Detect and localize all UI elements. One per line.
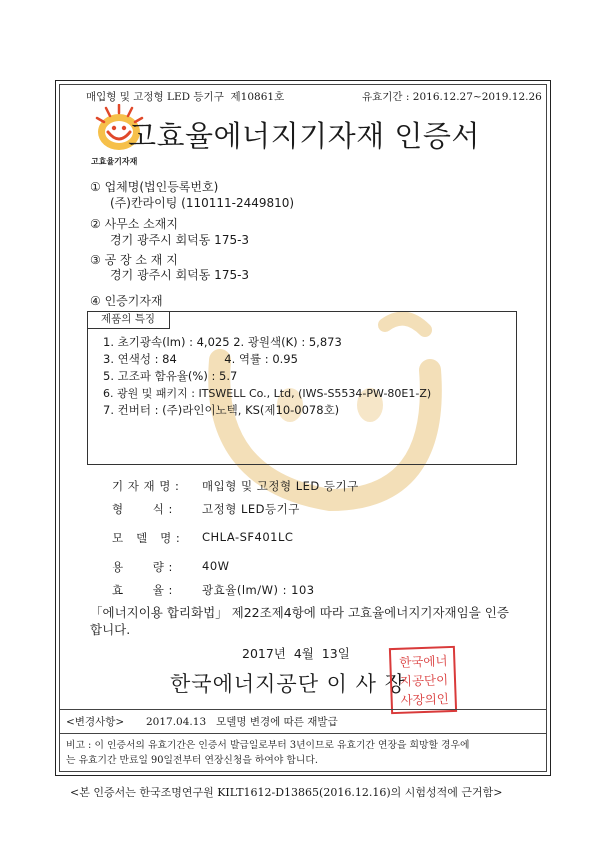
note-line-2: 는 유효기간 만료일 90일전부터 연장신청을 하여야 합니다. — [66, 755, 318, 766]
spec-capacity-value: 40W — [202, 559, 230, 573]
note-line-1: 비고 : 이 인증서의 유효기간은 인증서 발급일로부터 3년이므로 유효기간 연장을 희망할 경우에 — [66, 740, 470, 751]
spec-name-label: 기 자 재 명 : — [112, 479, 180, 493]
feature-line-5: 7. 컨버터 : (주)라인이노텍, KS(제10-0078호) — [103, 403, 340, 417]
spec-name-value: 매입형 및 고정형 LED 등기구 — [202, 479, 359, 493]
company-value: (주)칸라이팅 (110111-2449810) — [110, 196, 295, 210]
factory-label: ③ 공 장 소 재 지 — [90, 253, 178, 267]
header-validity: 유효기간 : 2016.12.27~2019.12.26 — [362, 91, 542, 103]
logo-caption: 고효율기자재 — [91, 157, 138, 166]
feature-line-4: 6. 광원 및 패키지 : ITSWELL Co., Ltd, (IWS-S5534-PW-80E1-Z) — [103, 387, 432, 400]
official-seal — [389, 646, 457, 714]
spec-model-value: CHLA-SF401LC — [202, 530, 294, 544]
spec-type-value: 고정형 LED등기구 — [202, 502, 300, 516]
feature-line-3: 5. 고조파 함유율(%) : 5.7 — [103, 369, 238, 383]
changes-entry: 2017.04.13 모델명 변경에 따른 재발급 — [146, 716, 338, 728]
spec-efficiency-label: 효 율 : — [112, 583, 173, 597]
product-label: ④ 인증기자재 — [90, 294, 163, 308]
spec-model-label: 모 델 명 : — [112, 531, 181, 545]
divider — [59, 733, 547, 734]
spec-type-label: 형 식 : — [112, 502, 173, 516]
issuer-name: 한국에너지공단 이 사 장 — [170, 672, 406, 696]
office-value: 경기 광주시 회덕동 175-3 — [110, 233, 250, 247]
issue-date: 2017년 4월 13일 — [242, 646, 350, 661]
factory-value: 경기 광주시 회덕동 175-3 — [110, 268, 250, 282]
certification-statement: 「에너지이용 합리화법」 제22조제4항에 따라 고효율에너지기자재임을 인증 — [90, 605, 509, 620]
feature-line-1: 1. 초기광속(lm) : 4,025 2. 광원색(K) : 5,873 — [103, 335, 342, 349]
seal-line-2: 지공단이 — [399, 672, 449, 689]
feature-line-2: 3. 연색성 : 84 4. 역률 : 0.95 — [103, 352, 298, 366]
footer-note: <본 인증서는 한국조명연구원 KILT1612-D13865(2016.12.16)의 시험성적에 근거함> — [70, 786, 503, 799]
company-label: ① 업체명(법인등록번호) — [90, 180, 219, 194]
certificate-title: 고효율에너지기자재 인증서 — [128, 119, 480, 153]
seal-line-3: 사장의인 — [400, 691, 450, 708]
spec-capacity-label: 용 량 : — [112, 560, 173, 574]
seal-line-1: 한국에너 — [398, 653, 448, 670]
changes-heading: <변경사항> — [66, 716, 125, 728]
divider — [59, 709, 547, 710]
header-category: 매입형 및 고정형 LED 등기구 제10861호 — [86, 91, 285, 103]
features-header: 제품의 특징 — [87, 311, 170, 329]
certification-statement-cont: 합니다. — [90, 622, 131, 637]
office-label: ② 사무소 소재지 — [90, 217, 178, 231]
spec-efficiency-value: 광효율(lm/W) : 103 — [202, 583, 315, 597]
